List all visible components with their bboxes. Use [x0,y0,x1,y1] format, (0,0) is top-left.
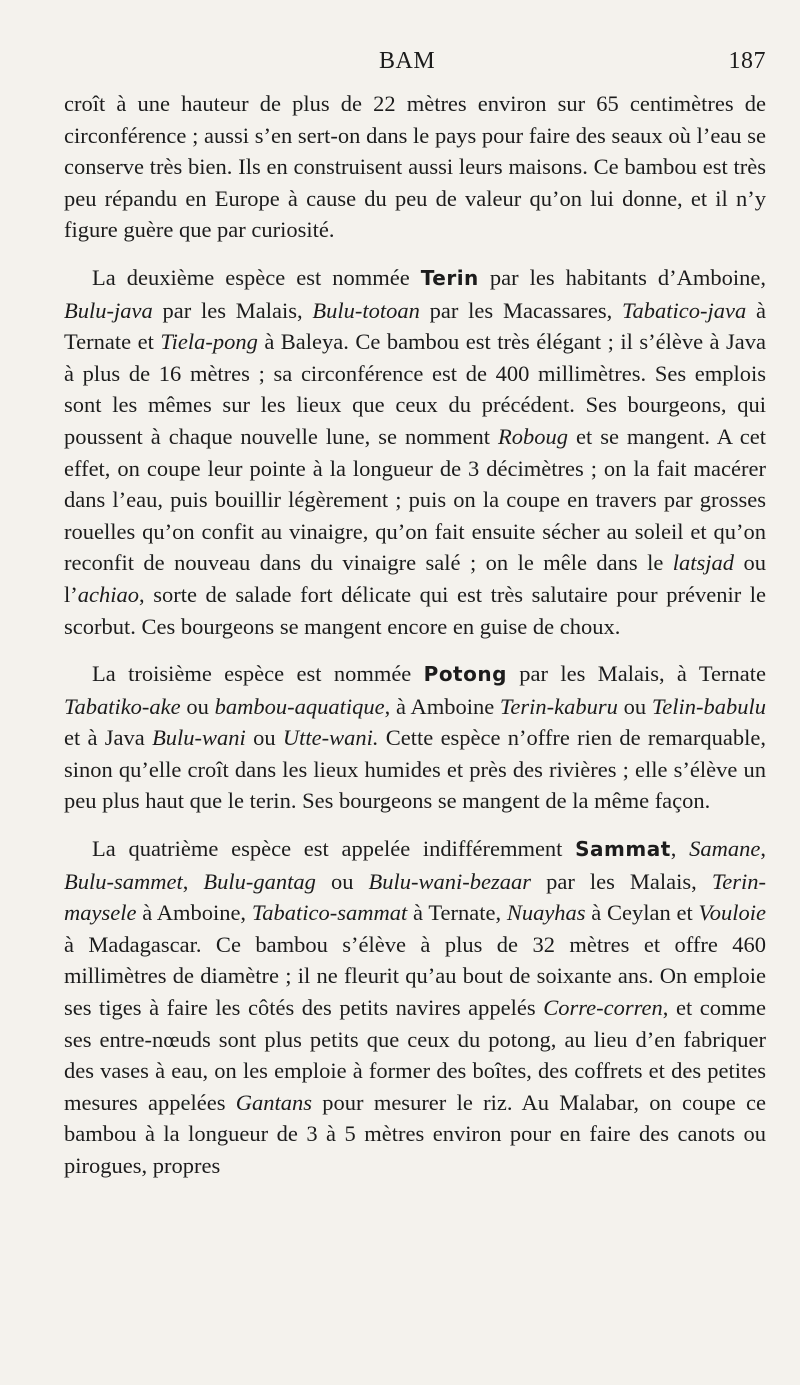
text-run: ou [315,868,369,894]
vernacular-name: Terin-kaburu [499,693,618,719]
text-run: et se mangent. A cet effet, on coupe leur pointe à la longueur de 3 décimètres ; on la fait macérer dans l’eau, puis bouillir légèrement ; puis on la coupe en travers par grosses rouelles qu’on confit au vinaigre, qu’on fait ensuite sécher au soleil et qu’on reconfit de nouveau dans du vinaigre salé ; on le mêle dans le [64,423,766,576]
vernacular-name: Gantans [235,1089,313,1115]
vernacular-name: Samane [689,836,761,862]
paragraph-2 [64,262,766,642]
text-run: ou [245,725,283,751]
text-run: Cette espèce n’offre rien de remarquable, sinon qu’elle croît dans les lieux humides et près des rivières ; elle s’élève un peu plus haut que le terin. Ses bourgeons se mangent de la même façon. [64,725,766,814]
species-name-terin: Terin [420,265,479,290]
vernacular-name: Tabatico-sammat [251,900,408,926]
vernacular-name: achiao [77,581,139,607]
text-run: et à Java [64,725,153,751]
text-run: par les Malais, à Ternate [506,661,766,687]
vernacular-name: Vouloie [698,900,766,926]
paragraph-1 [64,88,766,246]
vernacular-name: Bulu-totoan [312,297,420,323]
paragraph-4 [64,833,766,1182]
text-run: à Ternate, [407,900,507,926]
text-run: à Baleya. Ce bambou est très élégant ; il s’élève à Java à plus de 16 mètres ; sa circonférence est de 400 millimètres. Ses emplois sont les mêmes sur les lieux que ceux du précédent. Ses bourgeons, qui poussent à chaque nouvelle lune, se nomment [64,329,766,449]
running-title: BAM [379,48,436,74]
text-run: par les Malais, [152,297,313,323]
vernacular-name: Terin-maysele [64,868,767,926]
vernacular-name: Bulu-gantag [203,868,316,894]
species-name-potong: Potong [423,662,507,687]
vernacular-name: Nuayhas [506,900,586,926]
species-name-sammat: Sammat [575,837,671,862]
text-run: La troisième espèce est nommée [92,661,424,687]
vernacular-name: Tiela-pong [160,329,258,355]
vernacular-name: Telin-babulu [651,693,767,719]
vernacular-name: latsjad [672,550,735,576]
text-run: La deuxième espèce est nommée [92,264,421,290]
text-run: , [670,836,690,862]
text-run: , à Amboine [384,693,500,719]
text-run: ou [617,693,652,719]
text-run: à Ceylan et [585,900,699,926]
vernacular-name: bambou-aquatique [214,693,385,719]
text-run: croît à une hauteur de plus de 22 mètres environ sur 65 centimètres de circonférence ; aussi s’en sert-on dans le pays pour faire des seaux où l’eau se conserve très bien. Ils en construisent aussi leurs maisons. Ce bambou est très peu répandu en Europe à cause du peu de valeur qu’on lui donne, et il n’y figure guère que par curiosité. [64,91,766,243]
text-run: , et comme ses entre-nœuds sont plus petits que ceux du potong, au lieu d’en fabriquer des vases à eau, on les emploie à former des boîtes, des coffrets et des petites mesures appelées [64,995,767,1115]
running-head [64,48,766,88]
text-run: à Ternate et [64,297,766,355]
text-run: ou [180,693,215,719]
text-run: par les habitants d’Amboine, [478,264,766,290]
page-number: 187 [728,48,766,74]
text-run: pour mesurer le riz. Au Malabar, on coupe ce bambou à la longueur de 3 à 5 mètres environ pour en faire des canots ou pirogues, propres [64,1089,766,1178]
text-run: , sorte de salade fort délicate qui est très salutaire pour prévenir le scorbut. Ces bourgeons se mangent encore en guise de choux. [64,581,766,639]
text-run: ou l’ [64,550,767,607]
paragraph-3 [64,658,766,817]
body-text [64,88,766,1182]
vernacular-name: Bulu-sammet [64,868,183,894]
vernacular-name: Bulu-wani [152,725,246,751]
text-run: La quatrième espèce est appelée indifféremment [92,836,576,862]
text-run: par les Macassares, [419,297,623,323]
text-run: , [182,868,204,894]
text-run: à Madagascar. Ce bambou s’élève à plus de 32 mètres et offre 460 millimètres de diamètre ; il ne fleurit qu’au bout de soixante ans. On emploie ses tiges à faire les côtés des petits navires appelés [64,931,766,1021]
text-run: par les Malais, [531,868,712,894]
text-run: à Amboine, [136,900,252,926]
vernacular-name: Tabatiko-ake [64,693,181,719]
vernacular-name: Bulu-wani-bezaar [368,868,532,894]
vernacular-name: Corre-corren [543,995,663,1021]
vernacular-name: Utte-wani. [282,725,379,751]
text-run: , [760,836,766,862]
vernacular-name: Tabatico-java [622,297,747,323]
vernacular-name: Bulu-java [64,297,153,323]
vernacular-name: Roboug [497,423,568,449]
